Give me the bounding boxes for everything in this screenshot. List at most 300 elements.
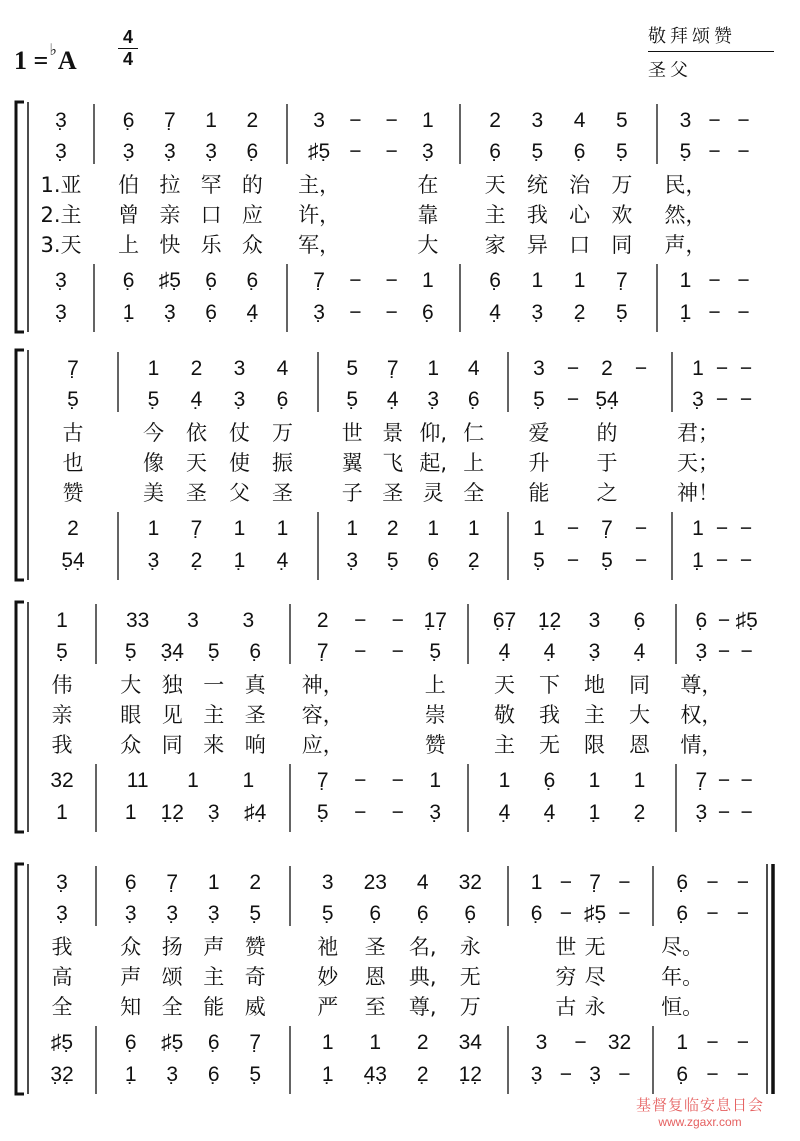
note: 5̣ [679,140,692,163]
note: 7̣ [249,1031,262,1054]
lyric-syllable: 美 [143,481,164,505]
note: 7̣ [67,357,79,380]
note: − [708,269,721,292]
lyric-syllable: 声 [120,965,142,989]
note: 6̣ [422,301,434,324]
note: 6̣ [246,269,259,292]
note: 1 [633,769,646,792]
note: ♯5̣ [735,609,758,632]
note: − [736,1063,749,1086]
note: 1 [56,801,68,824]
note: 3 [233,357,246,380]
lyric-syllable: 永 [584,995,606,1019]
note: 1 [124,801,137,824]
note: − [391,609,404,632]
lyric-syllable: 主 [494,733,515,757]
lyric-syllable: 在 [417,173,439,197]
note: − [737,140,750,163]
note: − [737,109,750,132]
note: − [717,640,731,663]
lyric-syllable: 万 [459,995,481,1019]
note: − [559,902,573,925]
note: 3̣ [207,801,220,824]
note: 1 [369,1031,382,1054]
lyric-syllable: 全 [161,995,183,1019]
lyric-syllable: 起, [419,451,448,475]
note: − [739,388,753,411]
note: 11 [126,769,149,792]
lyric-syllable: 妙 [317,965,339,989]
note: 2 [386,517,399,540]
note: 1 [207,871,220,894]
note: 3̣ [530,1063,543,1086]
note: − [708,140,721,163]
note: ♯5̣ [308,140,331,163]
note: 2 [601,357,613,380]
note: 6̣ [246,140,259,163]
note: − [717,801,731,824]
note: 4 [573,109,586,132]
note: − [618,871,631,894]
note: − [736,902,749,925]
note: 23 [363,871,387,894]
note: 6̣ [207,1063,220,1086]
lyric-syllable: 于 [596,451,618,475]
lyric-syllable: 奇 [244,965,266,989]
note: 5̣ [207,640,220,663]
note: 6̣ [276,388,289,411]
lyric-syllable: 声， [664,233,707,257]
lyric-syllable: 之 [596,481,618,505]
note: 6̣ [530,902,543,925]
note: 3 [535,1031,548,1054]
note: 5̣ [346,388,359,411]
note: 3 [187,609,199,632]
note: − [708,301,721,324]
note: 3̣ [588,640,601,663]
lyric-syllable: 今 [143,421,164,445]
lyric-syllable: 神， [301,673,344,697]
note: ♯5̣ [158,269,181,292]
note: 1 [427,517,440,540]
lyric-syllable: 高 [51,965,73,989]
note: 6̣ [543,769,556,792]
lyric-syllable: 应 [241,203,263,227]
note: 2̣ [467,549,480,572]
lyric-syllable: 仁 [463,421,485,445]
lyric-syllable: 权， [680,703,723,727]
time-signature-top: 4 [122,27,133,47]
note: 1̣ [124,1063,137,1086]
note: 6̣ [489,140,501,163]
note: 5̣ [249,1063,262,1086]
lyric-syllable: 敬 [494,703,515,727]
flat-sign: ♭ [49,42,57,59]
note: − [740,801,753,824]
lyric-syllable: 伟 [51,673,73,697]
note: 4 [467,357,480,380]
lyric-syllable: 统 [526,173,548,197]
lyric-syllable: 情， [680,733,723,757]
note: 3̣ [207,902,220,925]
note: 1 [692,357,704,380]
lyric-syllable: 我 [526,203,548,227]
lyric-syllable: 万 [611,173,633,197]
note: 2 [416,1031,429,1054]
note: 1 [676,1031,689,1054]
lyric-syllable: 同 [629,673,650,697]
lyric-syllable: 崇 [424,703,446,727]
note: 4̣ [543,801,556,824]
time-signature-bottom: 4 [122,49,133,69]
note: − [706,902,719,925]
note: 5 [616,109,628,132]
lyric-syllable: 天 [494,673,515,697]
note: 1̣ [679,301,692,324]
note: 7̣ [164,109,176,132]
note: 5̣4̣ [61,549,85,572]
note: 6̣ [695,609,708,632]
note: 6̣ [427,549,440,572]
lyric-syllable: 圣 [364,935,386,959]
lyric-syllable: 知 [120,995,142,1019]
note: 1 [187,769,199,792]
lyric-syllable: 亲 [51,703,73,727]
lyric-syllable: 无 [539,733,560,757]
lyric-syllable: 恩 [364,965,386,989]
note: − [559,1063,573,1086]
note: − [354,609,367,632]
note: 1 [276,517,289,540]
note: 6̣ [124,1031,137,1054]
lyric-syllable: 来 [203,733,225,757]
note: 3̣ [313,301,325,324]
note: − [740,769,753,792]
note: 3 [313,109,325,132]
system-bracket [16,350,24,580]
note: − [349,109,362,132]
lyric-syllable: 独 [161,673,183,697]
note: 3 [679,109,692,132]
lyric-syllable: 万 [272,421,293,445]
note: 7̣ [695,769,708,792]
note: 3̣ [692,388,704,411]
note: 5̣ [616,301,628,324]
note: − [566,357,580,380]
lyric-syllable: 响 [244,733,266,757]
lyric-syllable: 尽。 [661,935,704,959]
lyric-syllable: 无 [584,935,606,959]
lyric-syllable: 飞 [382,451,404,475]
note: 2 [190,357,203,380]
lyric-syllable: 主 [203,965,225,989]
lyric-syllable: 古 [555,995,577,1019]
lyric-syllable: 使 [229,451,250,475]
note: 1 [530,871,543,894]
note: 4̣ [276,549,289,572]
note: − [634,549,648,572]
note: 3̣ [589,1063,601,1086]
note: 3̣ [695,640,708,663]
lyric-syllable: 尊, [408,995,437,1019]
note: 3̣ [346,549,359,572]
lyric-syllable: 民， [664,173,707,197]
note: − [559,871,573,894]
note: 3̣ [205,140,217,163]
note: 5̣ [124,640,137,663]
note: − [618,1063,631,1086]
note: 3̣ [233,388,246,411]
note: − [385,269,398,292]
lyric-syllable: 应， [301,733,344,757]
lyric-syllable: 像 [143,451,164,475]
note: 3̣ [531,301,544,324]
lyric-syllable: 扬 [161,935,183,959]
lyric-syllable: 家 [484,233,506,257]
lyric-syllable: 尊， [680,673,723,697]
note: 4̣ [498,640,511,663]
note: 7̣ [316,769,329,792]
key-letter: A [57,46,77,75]
lyric-syllable: 许， [298,203,341,227]
note: 5̣ [316,801,329,824]
lyric-syllable: 能 [528,481,550,505]
watermark [602,1094,798,1129]
note: 4 [276,357,289,380]
note: 1̣ [233,549,246,572]
lyric-syllable: 君； [677,421,719,445]
note: 1 [531,269,544,292]
note: 6̣ [124,871,137,894]
note: 6̣ [369,902,382,925]
lyric-syllable: 1.亚 [40,173,82,197]
lyric-syllable: 无 [459,965,481,989]
note: 4̣ [543,640,556,663]
note: 3̣ [55,269,67,292]
note: 5̣ [147,388,160,411]
lyric-syllable: 神！ [677,481,719,505]
note: 3̣ [122,140,135,163]
lyric-syllable: 翼 [341,451,363,475]
note: 6̣ [676,902,689,925]
lyric-syllable: 军， [298,233,341,257]
note: − [391,640,404,663]
note: − [706,871,719,894]
lyric-syllable: 口 [200,203,222,227]
note: 5̣ [56,640,68,663]
note: 1 [147,517,160,540]
song-author: 圣父 [648,60,692,81]
note: 7̣ [190,517,203,540]
note: 4̣ [633,640,646,663]
lyric-syllable: 众 [241,233,263,257]
note: − [715,357,729,380]
note: − [715,388,729,411]
lyric-syllable: 大 [629,703,650,727]
lyric-syllable: 赞 [244,935,266,959]
lyric-syllable: 众 [120,733,142,757]
lyric-syllable: 眼 [120,703,142,727]
note: − [391,801,404,824]
note: 32 [607,1031,632,1054]
lyric-syllable: 2.主 [40,203,82,227]
note: ♯5̣ [584,902,607,925]
lyric-syllable: 圣 [186,481,207,505]
note: 3 [533,357,545,380]
note: 1 [573,269,586,292]
lyric-syllable: 一 [203,673,225,697]
note: 4̣ [246,301,259,324]
note: − [708,109,721,132]
lyric-syllable: 恒。 [661,995,704,1019]
note: 6̣ [416,902,429,925]
lyric-syllable: 我 [51,733,73,757]
lyric-syllable: 威 [244,995,266,1019]
note: 3̣4̣ [160,640,184,663]
note: 5̣ [386,549,399,572]
lyric-syllable: 上 [463,451,485,475]
note: 1 [498,769,511,792]
lyric-syllable: 全 [51,995,73,1019]
note: 32 [50,769,74,792]
note: 1̣ [321,1063,334,1086]
lyric-syllable: 伯 [118,173,140,197]
lyric-syllable: 也 [62,451,84,475]
note: 1 [692,517,704,540]
lyric-syllable: 异 [526,233,548,257]
lyric-syllable: 大 [120,673,142,697]
note: 1̣ [588,801,601,824]
system-bracket [16,102,24,332]
note: − [566,517,580,540]
note: 5̣4̣ [595,388,619,411]
lyric-syllable: 治 [569,173,591,197]
note: − [566,388,580,411]
lyric-syllable: 的 [241,173,263,197]
lyric-syllable: 子 [341,481,363,505]
note: 3̣ [429,801,442,824]
note: 6̣ [249,640,262,663]
lyric-syllable: 年。 [661,965,704,989]
note: − [706,1063,719,1086]
note: 1 [588,769,601,792]
lyric-syllable: 世 [555,935,577,959]
note: − [739,549,753,572]
note: 3̣ [164,140,176,163]
note: 6̣ [464,902,477,925]
note: 4̣ [386,388,399,411]
lyric-syllable: 赞 [424,733,446,757]
note: − [715,517,729,540]
note: − [385,109,398,132]
note: 1 [346,517,359,540]
note: 34 [458,1031,482,1054]
lyric-syllable: 见 [161,703,183,727]
lyric-syllable: 众 [120,935,142,959]
lyric-syllable: 口 [569,233,591,257]
note: − [574,1031,587,1054]
lyric-syllable: 圣 [272,481,293,505]
note: − [717,609,731,632]
note: 1̣2̣ [458,1063,482,1086]
note: 7̣ [166,871,179,894]
lyric-syllable: 同 [161,733,183,757]
note: 3̣ [55,301,67,324]
note: 7̣ [316,640,329,663]
note: − [349,140,362,163]
lyric-syllable: 尽 [584,965,606,989]
note: − [717,769,731,792]
watermark-url: www.zgaxr.com [658,1115,742,1129]
lyric-syllable: 古 [62,421,84,445]
note: 3̣ [695,801,708,824]
lyric-syllable: 天 [186,451,207,475]
note: 1 [427,357,440,380]
note: 1 [533,517,545,540]
note: 7̣ [386,357,399,380]
note: 3̣ [422,140,434,163]
note: − [354,801,367,824]
lyric-syllable: 声 [203,935,225,959]
note: 5̣ [67,388,79,411]
note: 1̣ [692,549,704,572]
note: 3̣ [55,109,67,132]
lyric-syllable: 的 [596,421,618,445]
lyric-syllable: 穷 [555,965,577,989]
lyric-syllable: 祂 [317,935,339,959]
lyric-syllable: 永 [459,935,481,959]
note: 7̣ [589,871,601,894]
note: 3 [588,609,601,632]
note: 6̣ [489,269,501,292]
note: 5̣ [616,140,628,163]
note: 2 [249,871,262,894]
song-title: 敬拜颂赞 [648,26,736,47]
lyric-syllable: 父 [229,481,250,505]
note: − [566,549,580,572]
key-prefix: 1 = [14,46,49,75]
note: 6̣ [676,871,689,894]
lyric-syllable: 至 [364,995,386,1019]
note: − [736,871,749,894]
note: − [349,269,362,292]
note: 5̣ [531,140,544,163]
lyric-syllable: 爱 [528,421,550,445]
note: ♯5̣ [50,1031,74,1054]
note: 1̣2̣ [160,801,184,824]
lyric-syllable: 3.天 [40,233,82,257]
note: 5̣ [533,388,545,411]
lyric-syllable: 下 [539,673,560,697]
note: 2̣ [633,801,646,824]
lyric-syllable: 心 [569,203,591,227]
note: 4̣ [190,388,203,411]
note: 6̣ [122,269,135,292]
lyric-syllable: 欢 [611,203,633,227]
note: 2 [316,609,329,632]
note: − [634,517,648,540]
lyric-syllable: 恩 [629,733,650,757]
note: 1 [242,769,255,792]
lyric-syllable: 乐 [200,233,222,257]
note: − [706,1031,719,1054]
lyric-syllable: 仗 [229,421,250,445]
lyric-syllable: 罕 [200,173,222,197]
lyric-syllable: 依 [186,421,207,445]
note: 6̣ [122,109,135,132]
note: − [736,1031,749,1054]
note: − [354,640,367,663]
